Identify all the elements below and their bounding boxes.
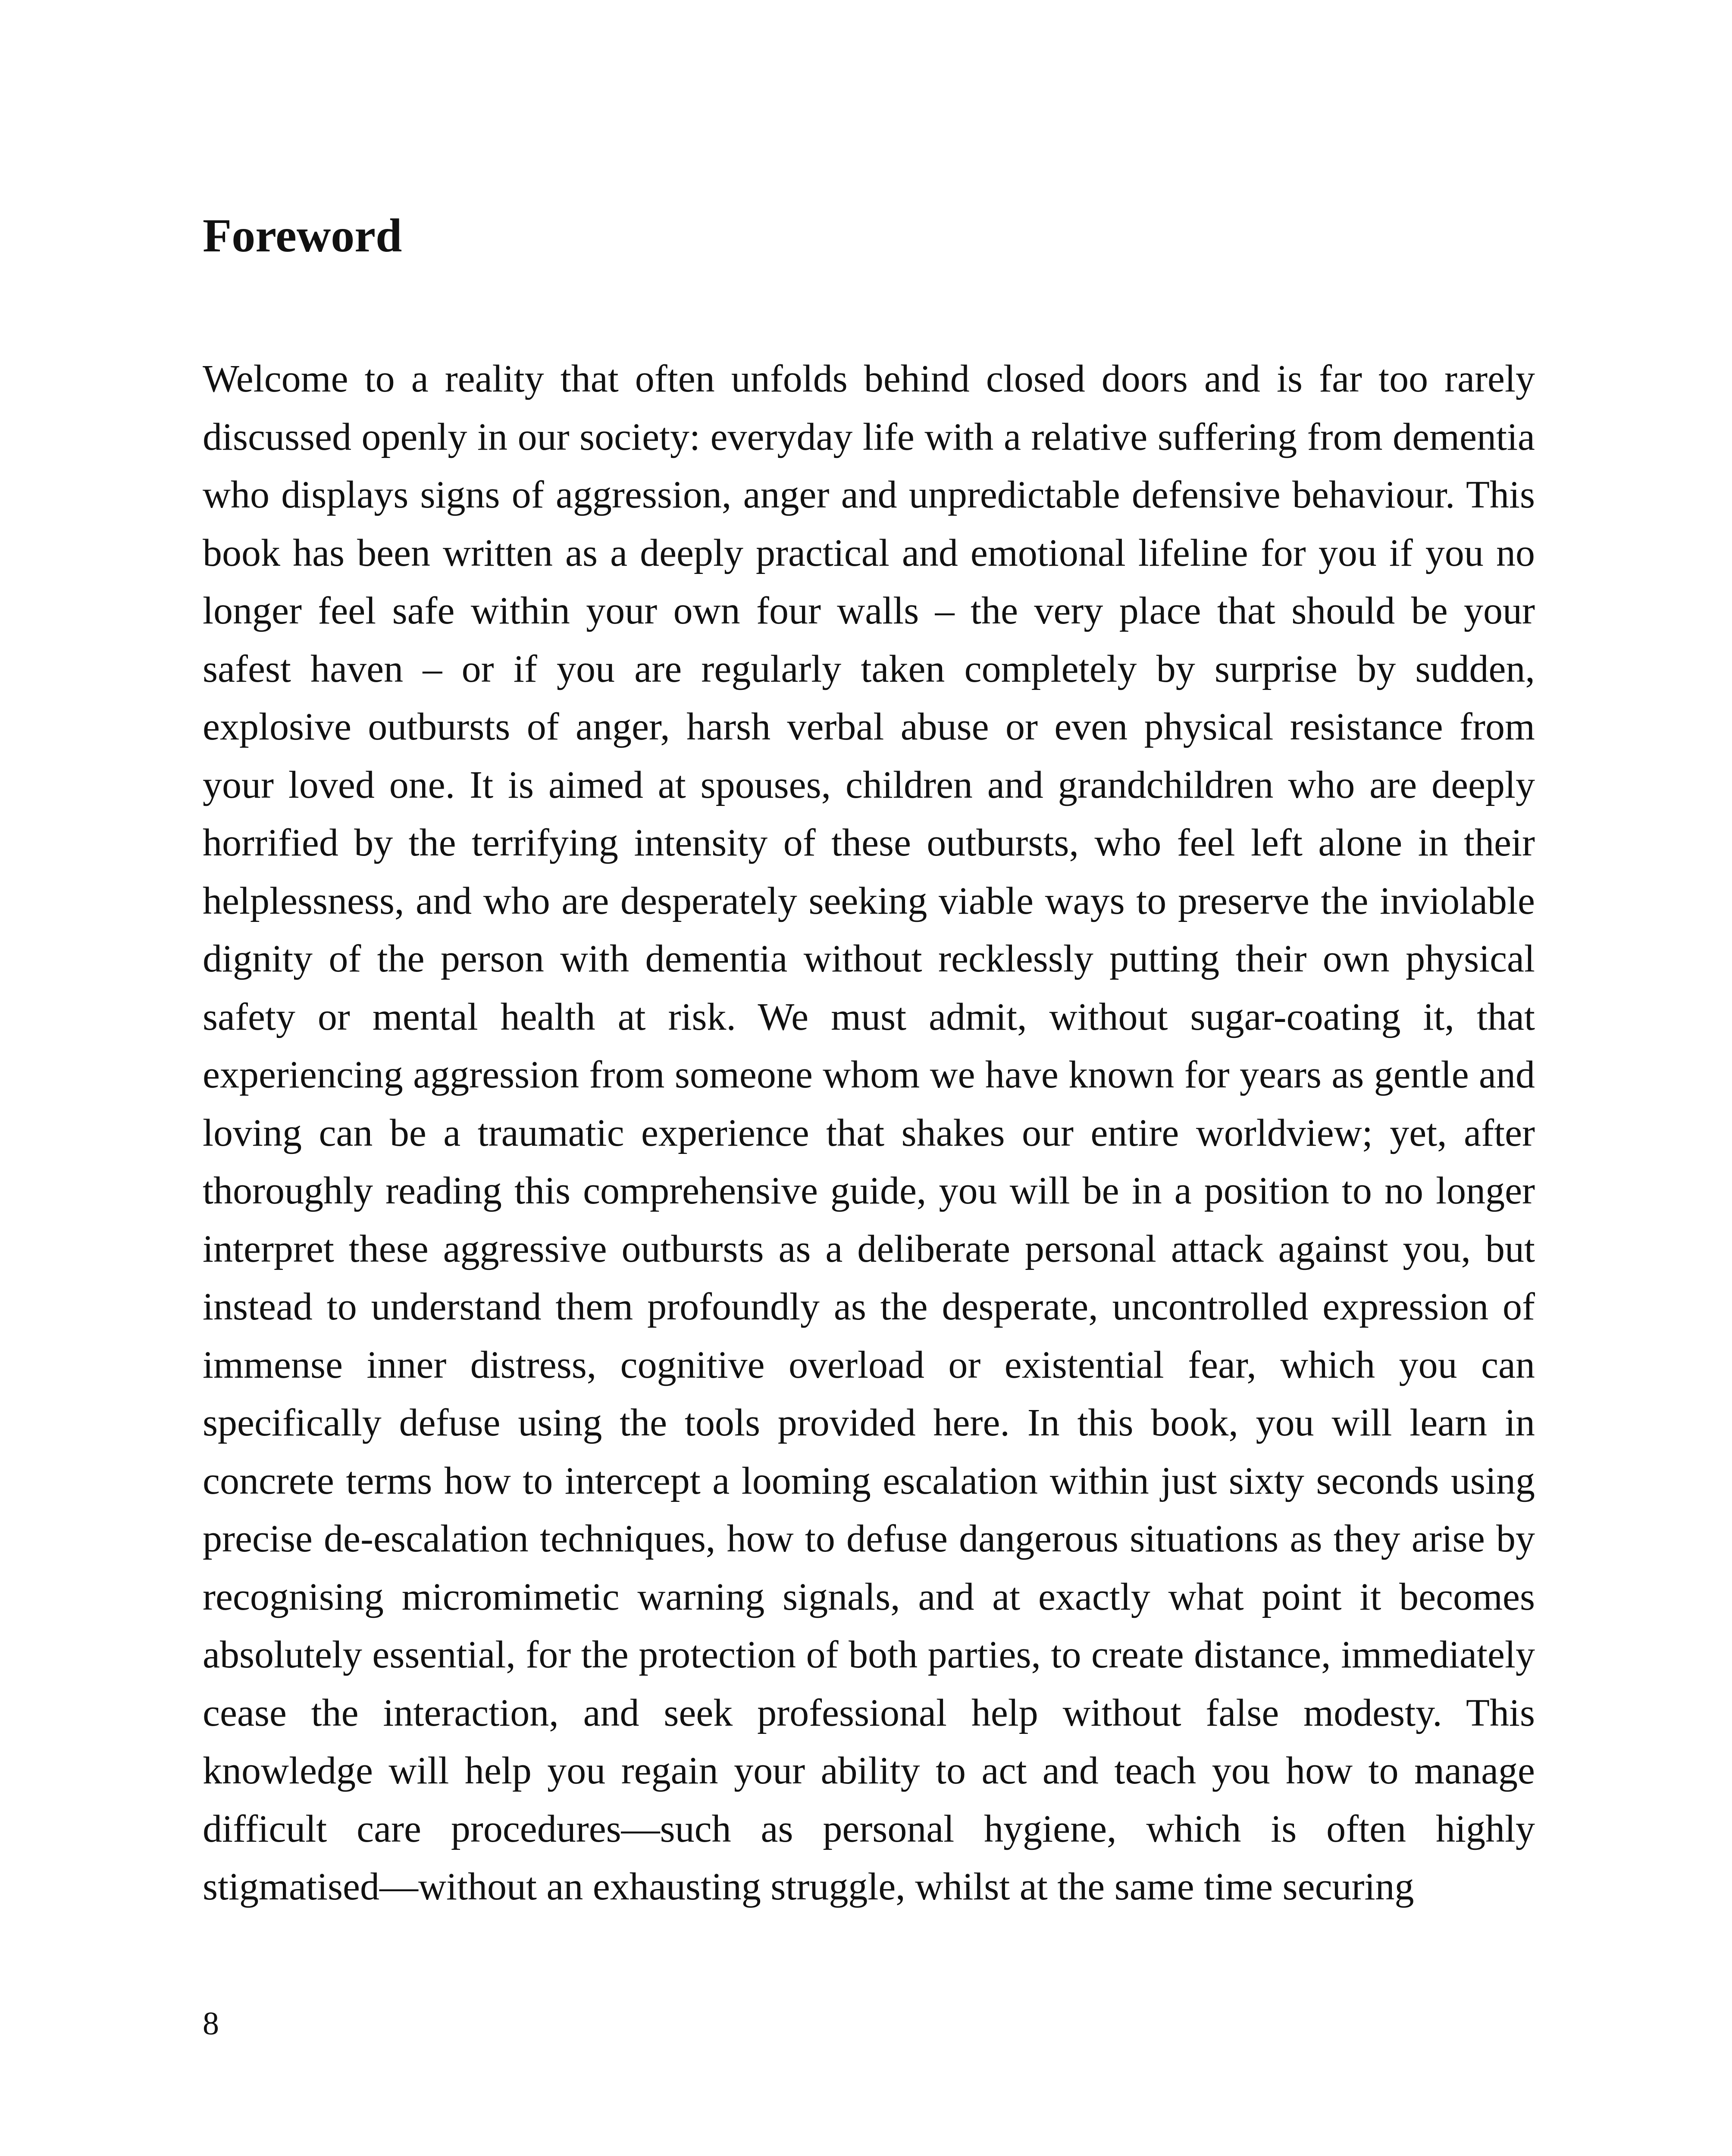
body-paragraph: Welcome to a reality that often unfolds behind closed doors and is far too rarely discussed openly in our society: everyday life with a relative suffering from dementia who displays signs of aggression, anger and unpredictable defensive behaviour. This book has been written as a deeply practical and emotional lifeline for you if you no longer feel safe within your own four walls – the very place that should be your safest haven – or if you are regularly taken completely by surprise by sudden, explosive outbursts of anger, harsh verbal abuse or even physical resistance from your loved one. It is aimed at spouses, children and grandchildren who are deeply horrified by the terrifying intensity of these outbursts, who feel left alone in their helplessness, and who are desperately seeking viable ways to preserve the inviolable dignity of the person with dementia without recklessly putting their own physical safety or mental health at risk. We must admit, without sugar-coating it, that experiencing aggression from someone whom we have known for years as gentle and loving can be a traumatic experience that shakes our entire worldview; yet, after thoroughly reading this comprehensive guide, you will be in a position to no longer interpret these aggressive outbursts as a deliberate personal attack against you, but instead to understand them profoundly as the desperate, uncontrolled expression of immense inner distress, cognitive overload or existential fear, which you can specifically defuse using the tools provided here. In this book, you will learn in concrete terms how to intercept a looming escalation within just sixty seconds using precise de-escalation techniques, how to defuse dangerous situations as they arise by recognising micromimetic warning signals, and at exactly what point it becomes absolutely essential, for the protection of both parties, to create distance, immediately cease the interaction, and seek professional help without false modesty. This knowledge will help you regain your ability to act and teach you how to manage difficult care procedures—such as personal hygiene, which is often highly stigmatised—without an exhausting struggle, whilst at the same time securing — [203, 357, 1535, 1908]
page-number: 8 — [203, 2006, 219, 2042]
chapter-heading: Foreword — [203, 209, 402, 262]
